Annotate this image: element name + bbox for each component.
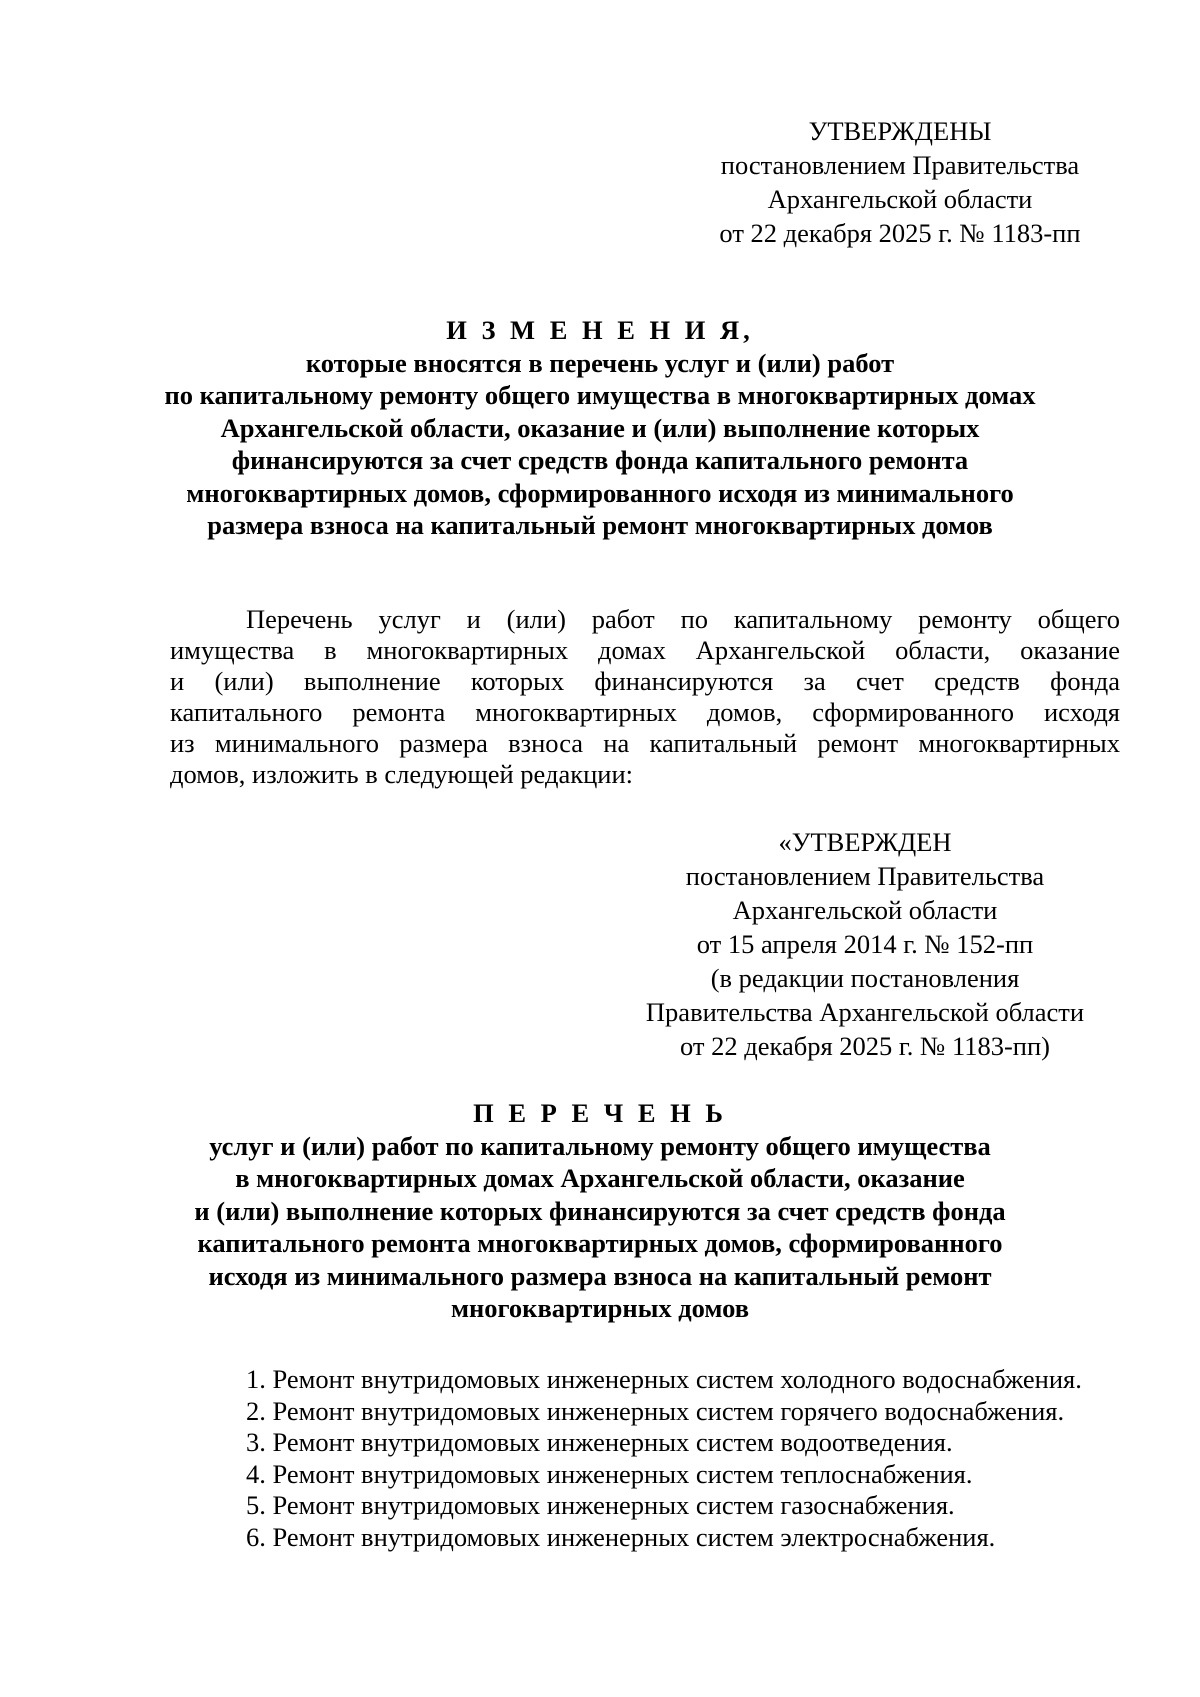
intro-paragraph (170, 604, 1120, 790)
list-item: 6. Ремонт внутридомовых инженерных систем электроснабжения. (246, 1521, 996, 1552)
list-heading-line: многоквартирных домов (450, 1293, 750, 1323)
approval-title: УТВЕРЖДЕНЫ (808, 116, 992, 146)
changes-heading-line: Архангельской области, оказание и (или) выполнение которых (220, 412, 980, 443)
approval-stamp-top (690, 114, 1110, 250)
paragraph-line: и (или) выполнение которых финансируются за счет средств фонда (170, 666, 1120, 696)
list-heading-line: капитального ремонта многоквартирных домов, сформированного (197, 1228, 1003, 1258)
paragraph-line: домов, изложить в следующей редакции: (170, 759, 633, 789)
approval-line: постановлением Правительства (685, 861, 1045, 891)
list-item: 3. Ремонт внутридомовых инженерных систем водоотведения. (246, 1427, 953, 1457)
list-item: 4. Ремонт внутридомовых инженерных систем теплоснабжения. (246, 1458, 973, 1489)
list-heading-line: услуг и (или) работ по капитальному ремонту общего имущества (209, 1130, 991, 1161)
changes-heading-title: И З М Е Н Е Н И Я, (446, 315, 754, 345)
list-item: 5. Ремонт внутридомовых инженерных систем газоснабжения. (246, 1490, 955, 1520)
changes-heading-line: которые вносятся в перечень услуг и (или) работ (305, 347, 895, 378)
approval-line: Архангельской области (732, 895, 998, 925)
changes-heading-line: многоквартирных домов, сформированного исходя из минимального (186, 477, 1014, 508)
approval-line: (в редакции постановления (710, 963, 1020, 993)
list-item: 2. Ремонт внутридомовых инженерных систем горячего водоснабжения. (246, 1395, 1065, 1426)
list-item: 1. Ремонт внутридомовых инженерных систем холодного водоснабжения. (246, 1364, 1082, 1394)
changes-heading-line: финансируются за счет средств фонда капитального ремонта (231, 445, 969, 475)
paragraph-line: из минимального размера взноса на капитальный ремонт многоквартирных (170, 728, 1120, 758)
approval-stamp-inner (625, 825, 1105, 1063)
changes-heading (120, 314, 1080, 542)
changes-heading-line: по капитальному ремонту общего имущества в многоквартирных домах (164, 380, 1036, 410)
list-heading-line: и (или) выполнение которых финансируются за счет средств фонда (194, 1195, 1006, 1226)
approval-date-line: от 15 апреля 2014 г. № 152-пп (696, 929, 1034, 959)
approval-line: Архангельской области (767, 184, 1033, 214)
paragraph-line: Перечень услуг и (или) работ по капитальному ремонту общего (246, 604, 1120, 634)
approval-line: постановлением Правительства (720, 150, 1080, 180)
approval-title: «УТВЕРЖДЕН (778, 827, 952, 857)
paragraph-line: капитального ремонта многоквартирных домов, сформированного исходя (170, 697, 1120, 727)
work-list (246, 1364, 1082, 1553)
list-heading-title: П Е Р Е Ч Е Н Ь (473, 1098, 727, 1128)
list-heading-line: в многоквартирных домах Архангельской области, оказание (235, 1163, 965, 1193)
approval-line: Правительства Архангельской области (645, 997, 1085, 1027)
list-heading-line: исходя из минимального размера взноса на капитальный ремонт (208, 1260, 992, 1291)
paragraph-line: имущества в многоквартирных домах Архангельской области, оказание (170, 635, 1120, 665)
approval-date-line: от 22 декабря 2025 г. № 1183-пп (719, 218, 1081, 248)
list-heading (120, 1097, 1080, 1325)
changes-heading-line: размера взноса на капитальный ремонт многоквартирных домов (207, 510, 993, 540)
approval-date-line: от 22 декабря 2025 г. № 1183-пп) (680, 1031, 1050, 1061)
